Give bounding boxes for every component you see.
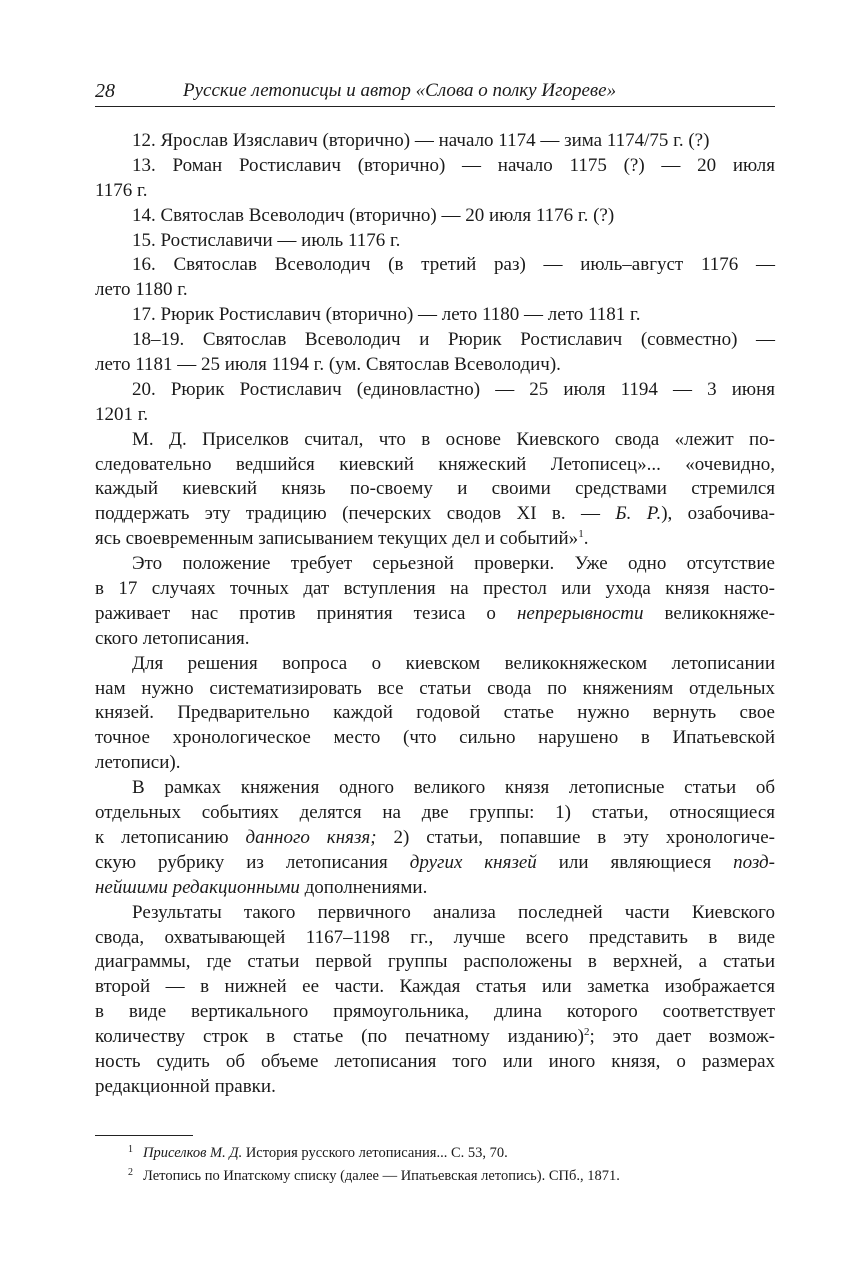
paragraph-line <box>95 801 775 826</box>
paragraph-line <box>95 751 775 776</box>
paragraph-line <box>95 477 775 502</box>
text: раживает нас против принятия тезиса о <box>95 602 517 624</box>
footnote-number: 1 <box>128 1144 133 1155</box>
paragraph-line <box>95 926 775 951</box>
text: редакционной правки. <box>95 1075 276 1097</box>
paragraph-line <box>95 278 775 303</box>
paragraph-line <box>95 627 775 652</box>
text: 14. Святослав Всеволодич (вторично) — 20 июля 1176 г. (?) <box>132 204 615 226</box>
text: следовательно ведшийся киевский княжеский Летописец»... «очевидно, <box>95 453 775 475</box>
paragraph-line <box>95 179 775 204</box>
paragraph-line <box>95 701 775 726</box>
text: ского летописания. <box>95 627 250 649</box>
text: в 17 случаях точных дат вступления на престол или ухода князя насто- <box>95 578 775 600</box>
italic-text: других князей <box>409 851 537 873</box>
text: 12. Ярослав Изяславич (вторично) — начало 1174 — зима 1174/75 г. (?) <box>132 130 710 151</box>
footnote <box>95 1140 775 1163</box>
paragraph-line <box>95 950 775 975</box>
footnote-ref: 1 <box>578 528 584 541</box>
paragraph-line <box>95 975 775 1000</box>
text: лето 1180 г. <box>95 279 188 301</box>
paragraph-line <box>95 901 775 926</box>
text: Для решения вопроса о киевском великокняжеском летописании <box>132 652 775 674</box>
paragraph-line <box>95 502 775 527</box>
text: Результаты такого первичного анализа последней части Киевского <box>132 901 775 923</box>
text: Это положение требует серьезной проверки. Уже одно отсутствие <box>132 553 775 575</box>
paragraph-line <box>95 154 775 179</box>
text: к летописанию <box>95 826 246 848</box>
paragraph-line <box>95 726 775 751</box>
text: ность судить об объеме летописания того или иного князя, о размерах <box>95 1050 775 1072</box>
text: М. Д. Приселков считал, что в основе Киевского свода «лежит по- <box>132 428 775 450</box>
text: В рамках княжения одного великого князя летописные статьи об <box>132 777 775 799</box>
footnote-text: Летопись по Ипатскому списку (далее — Ипатьевская летопись). СПб., 1871. <box>143 1168 620 1184</box>
paragraph-line <box>95 677 775 702</box>
italic-text: нейшими редакционными <box>95 876 300 898</box>
italic-text: Б. Р. <box>615 503 662 525</box>
paragraph-line <box>95 378 775 403</box>
text: или являющиеся <box>536 851 734 873</box>
text: свода, охватывающей 1167–1198 гг., лучше всего представить в виде <box>95 926 775 948</box>
text: отдельных событиях делятся на две группы: 1) статьи, относящиеся <box>95 802 775 824</box>
paragraph-line <box>95 527 775 552</box>
text: 17. Рюрик Ростиславич (вторично) — лето 1180 — лето 1181 г. <box>132 304 641 326</box>
paragraph-line <box>95 253 775 278</box>
paragraph-line <box>95 403 775 428</box>
text: 16. Святослав Всеволодич (в третий раз) — июль–август 1176 — <box>132 254 775 276</box>
paragraph-line <box>95 303 775 328</box>
text: великокняже- <box>643 602 775 624</box>
running-header <box>95 78 775 107</box>
paragraph-line <box>95 552 775 577</box>
paragraph-line <box>95 1075 775 1100</box>
paragraph-line <box>95 1000 775 1025</box>
text: в виде вертикального прямоугольника, длина которого соответствует <box>95 1001 775 1023</box>
text: 15. Ростиславичи — июль 1176 г. <box>132 229 401 251</box>
text: ясь своевременным записыванием текущих дел и событий» <box>95 528 579 550</box>
footnote-author: Приселков М. Д. <box>143 1145 243 1161</box>
footnote-text: История русского летописания... С. 53, 70. <box>242 1145 508 1161</box>
italic-text: позд- <box>733 851 775 873</box>
text: ; это дает возмож- <box>589 1026 775 1048</box>
paragraph-line <box>95 776 775 801</box>
text: 1201 г. <box>95 403 149 425</box>
text: 2) статьи, попавшие в эту хронологиче- <box>376 826 776 848</box>
running-title: Русские летописцы и автор «Слова о полку Игореве» <box>183 80 617 101</box>
body-text <box>95 129 775 1100</box>
footnotes <box>95 1140 775 1186</box>
paragraph-line <box>95 876 775 901</box>
text: 1176 г. <box>95 179 148 201</box>
text: нам нужно систематизировать все статьи свода по княжениям отдельных <box>95 677 775 699</box>
text: ), озабочива- <box>661 503 775 525</box>
text: лето 1181 — 25 июля 1194 г. (ум. Святослав Всеволодич). <box>95 354 561 376</box>
paragraph-line <box>95 229 775 254</box>
paragraph-line <box>95 652 775 677</box>
italic-text: данного князя; <box>245 826 377 848</box>
text: второй — в нижней ее части. Каждая статья или заметка изображается <box>95 976 775 998</box>
text: диаграммы, где статьи первой группы расположены в верхней, а статьи <box>95 951 775 973</box>
text: поддержать эту традицию (печерских сводов XI в. — <box>95 503 616 525</box>
text: 13. Роман Ростиславич (вторично) — начало 1175 (?) — 20 июля <box>132 154 775 176</box>
paragraph-line <box>95 1025 775 1050</box>
paragraph-line <box>95 602 775 627</box>
italic-text: непрерывности <box>516 602 644 624</box>
paragraph-line <box>95 577 775 602</box>
paragraph-line <box>95 353 775 378</box>
paragraph-line <box>95 453 775 478</box>
paragraph-line <box>95 204 775 229</box>
text: каждый киевский князь по-своему и своими средствами стремился <box>95 478 775 500</box>
text: . <box>583 528 589 550</box>
paragraph-line <box>95 328 775 353</box>
text: 18–19. Святослав Всеволодич и Рюрик Ростиславич (совместно) — <box>132 329 775 351</box>
footnote <box>95 1163 775 1186</box>
paragraph-line <box>95 428 775 453</box>
paragraph-line <box>95 851 775 876</box>
paragraph-line <box>95 1050 775 1075</box>
page-number: 28 <box>95 80 115 102</box>
paragraph-line <box>95 129 775 154</box>
text: летописи). <box>95 752 181 774</box>
paragraph-line <box>95 826 775 851</box>
text: дополнениями. <box>299 876 428 898</box>
text: точное хронологическое место (что сильно нарушено в Ипатьевской <box>95 727 775 749</box>
text: 20. Рюрик Ростиславич (единовластно) — 25 июля 1194 — 3 июня <box>132 378 775 400</box>
footnote-number: 2 <box>128 1167 133 1178</box>
text: скую рубрику из летописания <box>95 851 410 873</box>
text: князей. Предварительно каждой годовой статье нужно вернуть свое <box>95 702 775 724</box>
footnote-divider <box>95 1135 193 1136</box>
footnote-ref: 2 <box>583 1026 590 1039</box>
text: количеству строк в статье (по печатному изданию) <box>95 1026 584 1048</box>
